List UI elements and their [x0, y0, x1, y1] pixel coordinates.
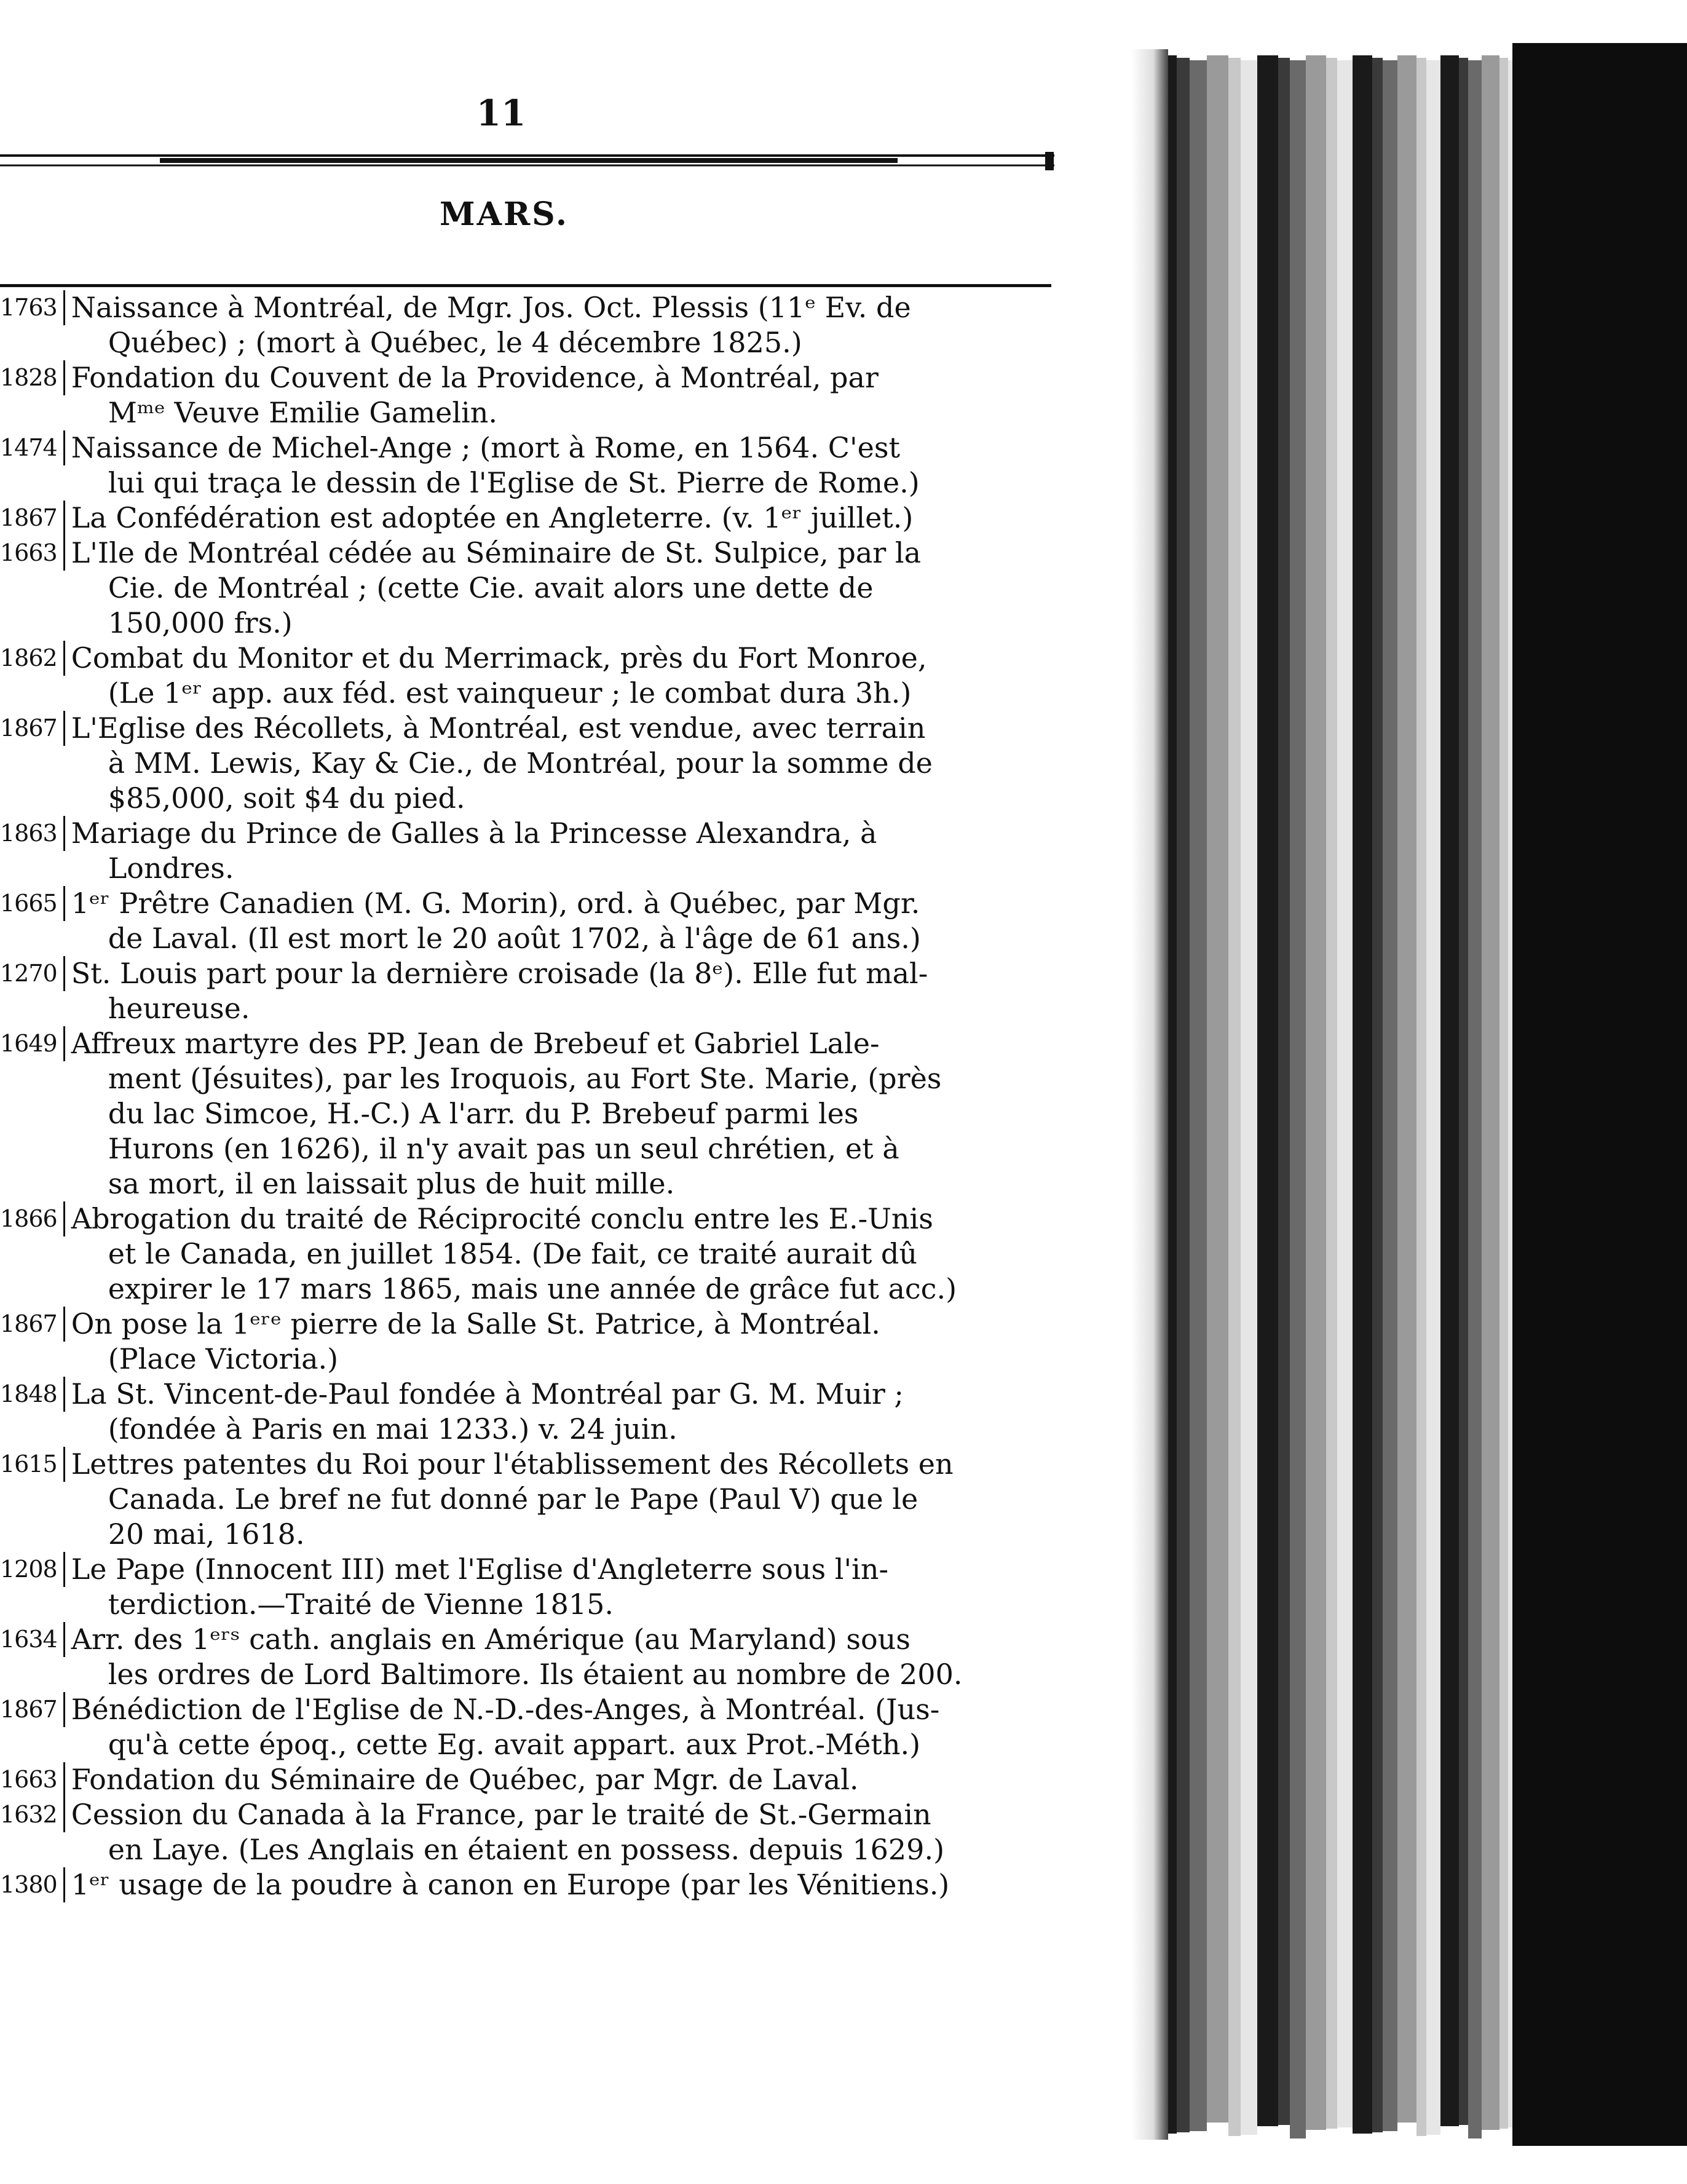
entry — [0, 1307, 1053, 1377]
entry-line: Bénédiction de l'Eglise de N.-D.-des-Anges, à Montréal. (Jus- — [71, 1693, 940, 1726]
page-edge-strip — [1337, 60, 1353, 2127]
entry — [0, 501, 1053, 536]
entry-year: 1867 — [0, 711, 65, 746]
entry-text — [65, 1552, 1053, 1622]
entry-line: Lettres patentes du Roi pour l'établissement des Récollets en — [71, 1447, 954, 1481]
entry-year: 1649 — [0, 1026, 65, 1061]
entry-text — [65, 886, 1053, 956]
entry-text — [65, 360, 1053, 430]
entry-year: 1763 — [0, 290, 65, 325]
entry-year: 1615 — [0, 1447, 65, 1482]
entry-line: 1ᵉʳ Prêtre Canadien (M. G. Morin), ord. à Québec, par Mgr. — [71, 887, 920, 920]
entry-year: 1270 — [0, 956, 65, 991]
entry-year: 1208 — [0, 1552, 65, 1587]
entry-line: Naissance de Michel-Ange ; (mort à Rome, en 1564. C'est — [71, 431, 900, 464]
page-edge-strip — [1499, 58, 1508, 2129]
entry-line: 20 mai, 1618. — [108, 1517, 305, 1551]
entry-line: Combat du Monitor et du Merrimack, près du Fort Monroe, — [71, 641, 927, 675]
page-edge-strip — [1190, 60, 1207, 2131]
entry-line: Naissance à Montréal, de Mgr. Jos. Oct. Plessis (11ᵉ Ev. de — [71, 291, 911, 324]
entry-line: lui qui traça le dessin de l'Eglise de St. Pierre de Rome.) — [108, 466, 920, 499]
entry-year: 1848 — [0, 1377, 65, 1412]
book-page-edges — [1168, 43, 1687, 2146]
entry-line: Québec) ; (mort à Québec, le 4 décembre 1825.) — [108, 326, 802, 359]
entry-year: 1632 — [0, 1797, 65, 1832]
page-edge-strip — [1440, 55, 1459, 2126]
entry-line: La St. Vincent-de-Paul fondée à Montréal par G. M. Muir ; — [71, 1377, 904, 1410]
entry-text — [65, 430, 1053, 501]
entry-text — [65, 711, 1053, 816]
entry-line: ment (Jésuites), par les Iroquois, au Fort Ste. Marie, (près — [108, 1062, 942, 1095]
page-edge-strip — [1177, 58, 1190, 2132]
entry — [0, 430, 1053, 501]
page-edge-strip — [1306, 55, 1326, 2130]
entry-line: Cession du Canada à la France, par le traité de St.-Germain — [71, 1798, 931, 1831]
entry-line: Cie. de Montréal ; (cette Cie. avait alors une dette de — [108, 571, 874, 604]
entry — [0, 1797, 1053, 1867]
entry-line: expirer le 17 mars 1865, mais une année de grâce fut acc.) — [108, 1272, 957, 1305]
entry — [0, 1447, 1053, 1552]
entry-year: 1867 — [0, 1692, 65, 1727]
page-gutter-shadow — [1131, 49, 1168, 2140]
entry-line: L'Eglise des Récollets, à Montréal, est vendue, avec terrain — [71, 711, 926, 745]
entry-year: 1663 — [0, 536, 65, 571]
entry — [0, 536, 1053, 641]
month-heading: MARS. — [440, 196, 569, 233]
entry — [0, 641, 1053, 711]
entry — [0, 1026, 1053, 1201]
page-edge-strip — [1416, 58, 1426, 2136]
entry-line: à MM. Lewis, Kay & Cie., de Montréal, pour la somme de — [108, 746, 933, 780]
entry-text — [65, 536, 1053, 641]
page-edge-strip — [1383, 60, 1397, 2131]
entry — [0, 1622, 1053, 1692]
entry-text — [65, 1377, 1053, 1447]
entry-text — [65, 1692, 1053, 1762]
entry — [0, 1377, 1053, 1447]
entry-line: qu'à cette époq., cette Eg. avait appart. aux Prot.-Méth.) — [108, 1728, 921, 1761]
entry-line: Affreux martyre des PP. Jean de Brebeuf et Gabriel Lale- — [71, 1027, 880, 1060]
entry-line: (Place Victoria.) — [108, 1342, 339, 1375]
entry — [0, 1201, 1053, 1307]
entry-year: 1867 — [0, 1307, 65, 1342]
entry-text — [65, 1201, 1053, 1307]
entry-year: 1867 — [0, 501, 65, 536]
entry-line: St. Louis part pour la dernière croisade (la 8ᵉ). Elle fut mal- — [71, 957, 928, 990]
entry-line: (fondée à Paris en mai 1233.) v. 24 juin. — [108, 1412, 678, 1446]
page-edge-strip — [1459, 58, 1468, 2125]
entry-year: 1474 — [0, 430, 65, 465]
entry-line: les ordres de Lord Baltimore. Ils étaient au nombre de 200. — [108, 1658, 963, 1691]
entry-year: 1663 — [0, 1762, 65, 1797]
page-edge-strip — [1353, 55, 1372, 2134]
entry-text — [65, 1797, 1053, 1867]
page-edge-strip — [1278, 58, 1290, 2125]
entry-line: de Laval. (Il est mort le 20 août 1702, à l'âge de 61 ans.) — [108, 922, 921, 955]
heading-rule — [0, 284, 1051, 287]
entry-year: 1380 — [0, 1867, 65, 1902]
page-edge-strip — [1290, 60, 1306, 2138]
entry-text — [65, 1867, 1053, 1902]
entry-text — [65, 956, 1053, 1026]
entry-text — [65, 1307, 1053, 1377]
entry-text — [65, 1026, 1053, 1201]
entry-line: 150,000 frs.) — [108, 606, 293, 639]
entry — [0, 360, 1053, 430]
entry-year: 1634 — [0, 1622, 65, 1657]
ornamental-rule — [0, 151, 1054, 172]
entry-line: Canada. Le bref ne fut donné par le Pape (Paul V) que le — [108, 1482, 919, 1516]
page-edge-strip — [1426, 60, 1440, 2135]
entry-line: Mᵐᵉ Veuve Emilie Gamelin. — [108, 396, 498, 429]
entry-line: Abrogation du traité de Réciprocité conclu entre les E.-Unis — [71, 1202, 933, 1235]
entry-line: Fondation du Couvent de la Providence, à Montréal, par — [71, 361, 879, 394]
entry-line: Arr. des 1ᵉʳˢ cath. anglais en Amérique (au Maryland) sous — [71, 1623, 911, 1656]
entry-line: Hurons (en 1626), il n'y avait pas un seul chrétien, et à — [108, 1132, 899, 1165]
page-number: 11 — [476, 92, 526, 134]
entry-line: $85,000, soit $4 du pied. — [108, 781, 465, 815]
page-edge-strip — [1257, 55, 1278, 2126]
page-edge-strip — [1468, 60, 1482, 2138]
entry-year: 1866 — [0, 1201, 65, 1236]
entry-year: 1828 — [0, 360, 65, 395]
entry-line: heureuse. — [108, 992, 250, 1025]
page-edge-strip — [1241, 60, 1257, 2135]
entry-line: On pose la 1ᵉʳᵉ pierre de la Salle St. Patrice, à Montréal. — [71, 1307, 880, 1340]
entry — [0, 1867, 1053, 1902]
entry — [0, 290, 1053, 360]
entry-line: Le Pape (Innocent III) met l'Eglise d'Angleterre sous l'in- — [71, 1553, 889, 1586]
entry — [0, 1762, 1053, 1797]
entry-line: du lac Simcoe, H.-C.) A l'arr. du P. Brebeuf parmi les — [108, 1097, 859, 1130]
entry-line: Fondation du Séminaire de Québec, par Mgr. de Laval. — [71, 1763, 859, 1796]
entry-text — [65, 501, 1053, 536]
entry-line: Londres. — [108, 852, 234, 885]
page-edge-strip — [1168, 55, 1177, 2134]
entry — [0, 816, 1053, 886]
page-edge-strip — [1228, 58, 1241, 2136]
entry-line: terdiction.—Traité de Vienne 1815. — [108, 1588, 614, 1621]
entry-line: La Confédération est adoptée en Angleterre. (v. 1ᵉʳ juillet.) — [71, 501, 914, 534]
entry-year: 1862 — [0, 641, 65, 676]
entry — [0, 1552, 1053, 1622]
page-edge-strip — [1207, 55, 1228, 2123]
page-edge-strip — [1482, 55, 1499, 2130]
page-edge-strip — [1397, 55, 1416, 2123]
entry-text — [65, 1447, 1053, 1552]
entry-line: (Le 1ᵉʳ app. aux féd. est vainqueur ; le combat dura 3h.) — [108, 676, 912, 710]
entry-text — [65, 816, 1053, 886]
entry — [0, 886, 1053, 956]
entry — [0, 956, 1053, 1026]
entry-line: en Laye. (Les Anglais en étaient en possess. depuis 1629.) — [108, 1833, 945, 1866]
almanac-entries — [0, 290, 1053, 1902]
entry — [0, 1692, 1053, 1762]
page-edge-strip — [1326, 58, 1337, 2129]
entry-text — [65, 1622, 1053, 1692]
entry — [0, 711, 1053, 816]
entry-text — [65, 290, 1053, 360]
book-cover-edge — [1512, 43, 1687, 2146]
entry-year: 1665 — [0, 886, 65, 921]
entry-line: L'Ile de Montréal cédée au Séminaire de St. Sulpice, par la — [71, 536, 922, 569]
entry-line: Mariage du Prince de Galles à la Princesse Alexandra, à — [71, 817, 877, 850]
entry-year: 1863 — [0, 816, 65, 851]
page-edge-strip — [1372, 58, 1383, 2132]
entry-line: et le Canada, en juillet 1854. (De fait, ce traité aurait dû — [108, 1237, 917, 1270]
entry-text — [65, 1762, 1053, 1797]
entry-line: sa mort, il en laissait plus de huit mille. — [108, 1167, 675, 1200]
entry-text — [65, 641, 1053, 711]
entry-line: 1ᵉʳ usage de la poudre à canon en Europe (par les Vénitiens.) — [71, 1868, 950, 1901]
